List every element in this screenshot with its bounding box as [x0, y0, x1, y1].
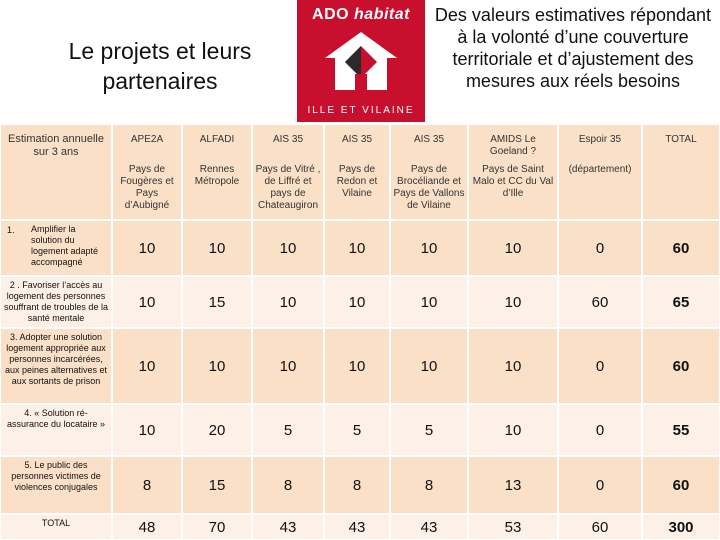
table-cell: 10 — [182, 328, 252, 404]
table-cell: 10 — [390, 328, 468, 404]
row-label — [0, 456, 112, 514]
row-label-text: 2 . Favoriser l’accès au logement des personnes souffrant de troubles de la santé mentale — [4, 280, 108, 323]
partner-name: AIS 35 — [272, 134, 304, 145]
partner-territory: Rennes Métropole — [194, 164, 240, 187]
logo-region: ILLE ET VILAINE — [307, 105, 415, 116]
table-cell: 10 — [468, 328, 558, 404]
table-cell: 70 — [182, 514, 252, 540]
table-cell: 5 — [390, 404, 468, 456]
table-cell: 43 — [390, 514, 468, 540]
page-title: Le projets et leurs partenaires — [68, 38, 252, 94]
partner-header — [468, 124, 558, 220]
partner-header — [182, 124, 252, 220]
partner-header — [324, 124, 390, 220]
row-number: 1. — [7, 225, 15, 235]
table-cell: 55 — [642, 404, 720, 456]
row-label-text: 5. Le public des personnes victimes de violences conjugales — [11, 460, 101, 492]
table-cell: 10 — [182, 220, 252, 276]
table-cell: 8 — [112, 456, 182, 514]
table-cell: 43 — [324, 514, 390, 540]
logo-brand-suffix: habitat — [354, 6, 410, 23]
table-cell: 8 — [390, 456, 468, 514]
partner-name: Espoir 35 — [578, 134, 622, 145]
table-cell: 10 — [390, 276, 468, 328]
table-cell: 10 — [112, 404, 182, 456]
table-cell: 5 — [252, 404, 324, 456]
row-label — [0, 404, 112, 456]
table-cell: 10 — [252, 220, 324, 276]
table-cell: 300 — [642, 514, 720, 540]
partner-name: TOTAL — [665, 134, 697, 145]
table-cell: 10 — [324, 328, 390, 404]
table-cell: 48 — [112, 514, 182, 540]
table-cell: 0 — [558, 404, 642, 456]
table-cell: 60 — [642, 456, 720, 514]
table-cell: 10 — [390, 220, 468, 276]
table-cell: 15 — [182, 276, 252, 328]
table-cell: 10 — [112, 220, 182, 276]
house-emblem-icon — [321, 28, 401, 94]
partner-name: AIS 35 — [341, 134, 373, 145]
table-corner-label: Estimation annuelle sur 3 ans — [0, 124, 112, 220]
table-cell: 0 — [558, 456, 642, 514]
partner-name: APE2A — [130, 134, 164, 145]
table-cell: 43 — [252, 514, 324, 540]
table-cell: 10 — [324, 276, 390, 328]
table-cell: 10 — [252, 328, 324, 404]
table-cell: 53 — [468, 514, 558, 540]
page-subtitle: Des valeurs estimatives répondant à la volonté d’une couverture territoriale et d’ajustement des mesures aux réels besoins — [434, 5, 712, 91]
row-label-text: TOTAL — [41, 518, 71, 528]
partner-territory: Pays de Saint Malo et CC du Val d’Ille — [472, 164, 554, 199]
table-cell: 10 — [252, 276, 324, 328]
table-cell: 60 — [642, 220, 720, 276]
row-label — [0, 276, 112, 328]
table-cell: 10 — [468, 404, 558, 456]
table-cell: 13 — [468, 456, 558, 514]
row-label — [0, 220, 112, 276]
table-cell: 65 — [642, 276, 720, 328]
partner-name: ALFADI — [199, 134, 235, 145]
partner-header — [642, 124, 720, 220]
table-cell: 10 — [468, 276, 558, 328]
partner-header — [390, 124, 468, 220]
table-cell: 60 — [558, 276, 642, 328]
partner-territory: Pays de Fougères et Pays d’Aubigné — [120, 164, 174, 211]
partner-header — [112, 124, 182, 220]
partner-header — [558, 124, 642, 220]
table-cell: 15 — [182, 456, 252, 514]
table-cell: 10 — [324, 220, 390, 276]
row-label — [0, 514, 112, 540]
ado-habitat-logo — [297, 0, 425, 122]
table-cell: 20 — [182, 404, 252, 456]
table-cell: 8 — [324, 456, 390, 514]
partner-name: AIS 35 — [413, 134, 445, 145]
table-cell: 60 — [558, 514, 642, 540]
table-cell: 0 — [558, 328, 642, 404]
table-cell: 5 — [324, 404, 390, 456]
table-cell: 10 — [468, 220, 558, 276]
row-label-text: 3. Adopter une solution logement appropriée aux personnes incarcérées, aux peines alternatives et aux sortants de prison — [4, 332, 108, 386]
partner-territory: Pays de Redon et Vilaine — [336, 164, 378, 199]
partner-territory: (département) — [568, 164, 632, 175]
row-label — [0, 328, 112, 404]
row-label-text: 4. « Solution ré-assurance du locataire » — [6, 408, 106, 429]
logo-brand: ADO — [312, 6, 350, 23]
table-cell: 0 — [558, 220, 642, 276]
table-cell: 8 — [252, 456, 324, 514]
partner-name: AMIDS Le Goeland ? — [489, 134, 537, 157]
table-cell: 60 — [642, 328, 720, 404]
partner-territory: Pays de Vitré , de Liffré et pays de Chateaugiron — [255, 164, 321, 211]
row-label-text: Amplifier la solution du logement adapté accompagné — [31, 224, 99, 267]
table-cell: 10 — [112, 328, 182, 404]
partner-header — [252, 124, 324, 220]
partners-table — [0, 124, 720, 540]
partner-territory: Pays de Brocéliande et Pays de Vallons de Vilaine — [393, 164, 465, 211]
table-cell: 10 — [112, 276, 182, 328]
